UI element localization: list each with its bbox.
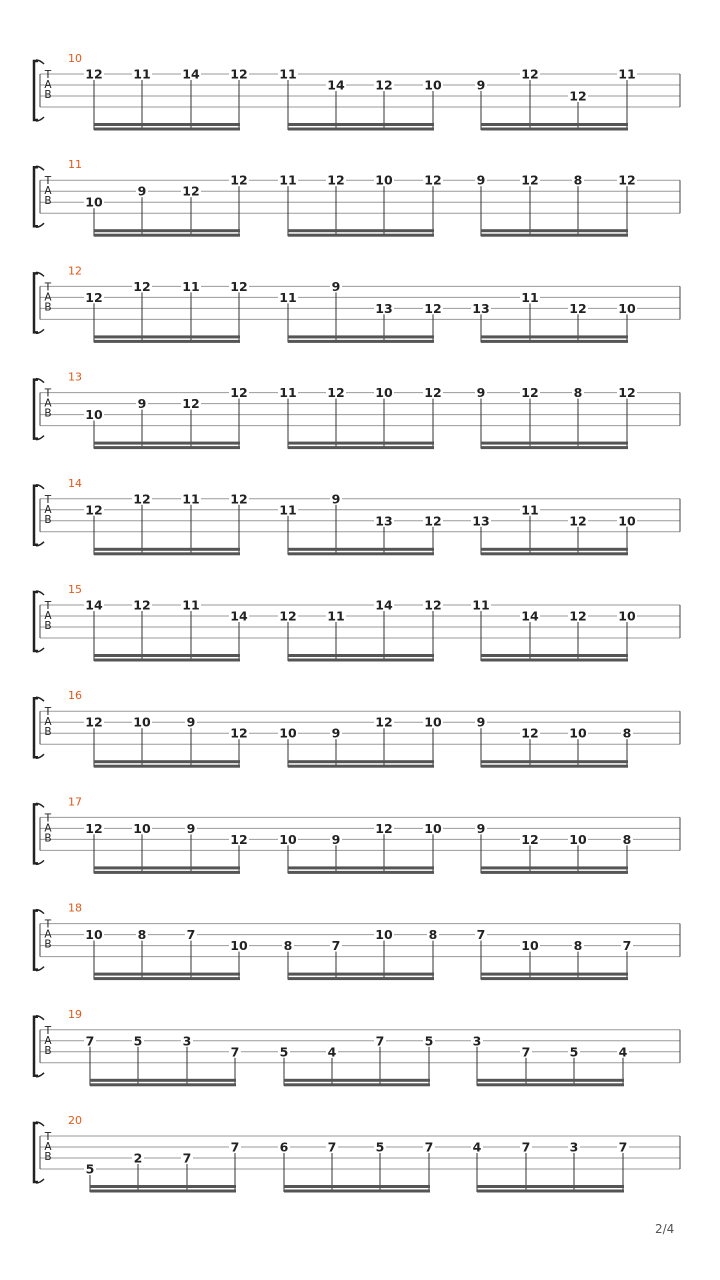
fret-number: 13: [472, 300, 490, 316]
fret-number: 12: [85, 66, 103, 82]
page-number: 2/4: [655, 1222, 675, 1236]
beam-secondary: [477, 1190, 624, 1193]
fret-number: 13: [472, 513, 490, 529]
fret-number: 8: [622, 725, 632, 741]
tab-clef-letter: A: [44, 716, 52, 729]
beam-primary: [477, 1079, 624, 1082]
fret-number: 5: [279, 1044, 289, 1060]
fret-number: 9: [476, 385, 486, 401]
tab-clef-letter: B: [44, 1044, 52, 1057]
tab-clef-letter: A: [44, 291, 52, 304]
beam-secondary: [288, 128, 434, 131]
beam-primary: [288, 866, 434, 869]
beam-secondary: [481, 340, 628, 343]
beam-primary: [94, 760, 240, 763]
fret-number: 14: [327, 77, 345, 93]
tab-clef-letter: T: [44, 175, 52, 188]
fret-number: 12: [279, 608, 297, 624]
beam-secondary: [481, 552, 628, 555]
fret-number: 5: [375, 1139, 385, 1155]
beam-primary: [94, 335, 240, 338]
tab-clef-letter: A: [44, 610, 52, 622]
fret-number: 12: [424, 172, 442, 188]
beam-primary: [94, 548, 240, 551]
beam-primary: [481, 442, 628, 445]
beam-secondary: [481, 977, 628, 980]
measure-number: 18: [68, 901, 82, 915]
fret-number: 11: [182, 491, 200, 507]
tab-clef-letter: B: [44, 513, 52, 526]
fret-number: 7: [618, 1139, 628, 1155]
fret-number: 6: [279, 1139, 289, 1155]
beam-secondary: [94, 977, 240, 980]
fret-number: 9: [186, 714, 196, 730]
system-bracket: [34, 1017, 38, 1076]
beam-primary: [94, 229, 240, 232]
fret-number: 9: [476, 714, 486, 730]
fret-number: 7: [230, 1044, 240, 1060]
fret-number: 2: [133, 1150, 143, 1166]
beam-primary: [288, 548, 434, 551]
fret-number: 11: [521, 289, 539, 305]
beam-primary: [481, 229, 628, 232]
beam-secondary: [284, 1083, 430, 1086]
beam-secondary: [288, 871, 434, 874]
fret-number: 8: [573, 938, 583, 954]
fret-number: 8: [428, 927, 438, 943]
beam-primary: [288, 442, 434, 445]
tab-clef-letter: T: [44, 281, 52, 294]
tab-clef-letter: A: [44, 185, 52, 198]
fret-number: 12: [569, 300, 587, 316]
system-bracket: [34, 380, 38, 439]
beam-primary: [90, 1185, 236, 1188]
measure-number: 17: [68, 795, 82, 809]
fret-number: 9: [331, 278, 341, 294]
tab-clef-letter: A: [44, 822, 52, 835]
beam-secondary: [481, 765, 628, 768]
fret-number: 3: [182, 1033, 192, 1049]
fret-number: 7: [622, 938, 632, 954]
fret-number: 10: [230, 938, 248, 954]
fret-number: 7: [424, 1139, 434, 1155]
fret-number: 11: [472, 597, 490, 613]
beam-primary: [288, 123, 434, 126]
tab-clef-letter: B: [44, 726, 52, 739]
beam-primary: [481, 866, 628, 869]
beam-primary: [481, 654, 628, 657]
measure-number: 10: [68, 52, 82, 65]
system-bracket: [34, 486, 38, 545]
fret-number: 8: [137, 927, 147, 943]
fret-number: 14: [85, 597, 103, 613]
fret-number: 3: [472, 1033, 482, 1049]
fret-number: 12: [424, 385, 442, 401]
beam-secondary: [288, 340, 434, 343]
measure-number: 14: [68, 476, 82, 490]
fret-number: 7: [375, 1033, 385, 1049]
fret-number: 12: [521, 66, 539, 82]
fret-number: 10: [133, 820, 151, 836]
tab-clef-letter: T: [44, 918, 52, 931]
fret-number: 10: [279, 725, 297, 741]
fret-number: 12: [618, 385, 636, 401]
fret-number: 12: [230, 66, 248, 82]
fret-number: 10: [85, 927, 103, 943]
fret-number: 12: [424, 513, 442, 529]
tab-clef-letter: T: [44, 387, 52, 400]
fret-number: 9: [137, 396, 147, 412]
fret-number: 8: [573, 385, 583, 401]
beam-primary: [288, 335, 434, 338]
fret-number: 12: [327, 385, 345, 401]
fret-number: 11: [618, 66, 636, 82]
fret-number: 12: [327, 172, 345, 188]
fret-number: 9: [476, 172, 486, 188]
fret-number: 12: [375, 820, 393, 836]
fret-number: 14: [521, 608, 539, 624]
fret-number: 12: [618, 172, 636, 188]
beam-primary: [284, 1185, 430, 1188]
fret-number: 12: [230, 725, 248, 741]
beam-secondary: [284, 1190, 430, 1193]
beam-primary: [94, 973, 240, 976]
system-bracket: [34, 61, 38, 120]
beam-secondary: [288, 446, 434, 449]
fret-number: 10: [424, 714, 442, 730]
beam-secondary: [94, 234, 240, 237]
fret-number: 9: [331, 491, 341, 507]
beam-secondary: [288, 977, 434, 980]
fret-number: 12: [375, 714, 393, 730]
beam-secondary: [94, 446, 240, 449]
fret-number: 11: [279, 66, 297, 82]
fret-number: 8: [573, 172, 583, 188]
tab-clef-letter: B: [44, 195, 52, 208]
beam-secondary: [94, 659, 240, 662]
beam-primary: [288, 229, 434, 232]
system-bracket: [34, 592, 38, 651]
fret-number: 11: [182, 597, 200, 613]
fret-number: 7: [230, 1139, 240, 1155]
fret-number: 10: [424, 77, 442, 93]
fret-number: 10: [375, 385, 393, 401]
fret-number: 11: [521, 502, 539, 518]
fret-number: 7: [476, 927, 486, 943]
fret-number: 12: [569, 513, 587, 529]
fret-number: 13: [375, 300, 393, 316]
tab-clef-letter: A: [44, 503, 52, 516]
fret-number: 10: [85, 194, 103, 210]
fret-number: 9: [137, 183, 147, 199]
tab-clef-letter: A: [44, 928, 52, 941]
fret-number: 12: [133, 491, 151, 507]
tab-clef-letter: B: [44, 407, 52, 420]
tab-clef-letter: A: [44, 1034, 52, 1047]
fret-number: 10: [521, 938, 539, 954]
measure-number: 12: [68, 264, 82, 278]
fret-number: 12: [230, 831, 248, 847]
fret-number: 12: [424, 300, 442, 316]
measure-number: 13: [68, 370, 82, 384]
fret-number: 9: [331, 831, 341, 847]
system-bracket: [34, 698, 38, 757]
fret-number: 10: [618, 300, 636, 316]
fret-number: 12: [230, 172, 248, 188]
fret-number: 12: [375, 77, 393, 93]
beam-secondary: [288, 234, 434, 237]
fret-number: 11: [182, 278, 200, 294]
fret-number: 12: [85, 289, 103, 305]
beam-secondary: [90, 1083, 236, 1086]
fret-number: 7: [521, 1139, 531, 1155]
fret-number: 9: [331, 725, 341, 741]
tab-clef-letter: B: [44, 1151, 52, 1163]
fret-number: 7: [186, 927, 196, 943]
fret-number: 11: [327, 608, 345, 624]
beam-secondary: [94, 340, 240, 343]
beam-secondary: [288, 765, 434, 768]
beam-primary: [94, 654, 240, 657]
fret-number: 11: [279, 289, 297, 305]
fret-number: 7: [85, 1033, 95, 1049]
tab-clef-letter: A: [44, 79, 52, 91]
fret-number: 12: [85, 502, 103, 518]
fret-number: 12: [521, 172, 539, 188]
measure-number: 20: [68, 1114, 82, 1127]
tab-clef-letter: A: [44, 397, 52, 410]
fret-number: 8: [283, 938, 293, 954]
tab-clef-letter: T: [44, 1024, 52, 1037]
beam-secondary: [481, 128, 628, 131]
fret-number: 9: [186, 820, 196, 836]
tab-clef-letter: B: [44, 938, 52, 951]
fret-number: 14: [375, 597, 393, 613]
beam-primary: [90, 1079, 236, 1082]
beam-primary: [481, 548, 628, 551]
beam-primary: [481, 760, 628, 763]
fret-number: 12: [182, 183, 200, 199]
fret-number: 12: [230, 278, 248, 294]
beam-secondary: [481, 234, 628, 237]
beam-primary: [94, 123, 240, 126]
fret-number: 7: [331, 938, 341, 954]
fret-number: 10: [375, 927, 393, 943]
fret-number: 10: [618, 608, 636, 624]
fret-number: 12: [230, 385, 248, 401]
beam-primary: [288, 654, 434, 657]
tab-clef-letter: T: [44, 1131, 52, 1143]
fret-number: 12: [85, 714, 103, 730]
tab-clef-letter: B: [44, 832, 52, 845]
fret-number: 12: [133, 597, 151, 613]
fret-number: 12: [569, 608, 587, 624]
beam-primary: [481, 335, 628, 338]
fret-number: 12: [424, 597, 442, 613]
fret-number: 14: [230, 608, 248, 624]
fret-number: 7: [182, 1150, 192, 1166]
beam-primary: [288, 973, 434, 976]
fret-number: 10: [569, 831, 587, 847]
beam-secondary: [94, 128, 240, 131]
beam-primary: [94, 866, 240, 869]
fret-number: 10: [375, 172, 393, 188]
beam-primary: [481, 123, 628, 126]
system-bracket: [34, 1123, 38, 1182]
beam-primary: [94, 442, 240, 445]
fret-number: 3: [569, 1139, 579, 1155]
fret-number: 4: [327, 1044, 337, 1060]
fret-number: 12: [521, 385, 539, 401]
fret-number: 7: [327, 1139, 337, 1155]
beam-secondary: [288, 552, 434, 555]
fret-number: 10: [133, 714, 151, 730]
measure-number: 15: [68, 583, 82, 596]
beam-secondary: [90, 1190, 236, 1193]
fret-number: 5: [424, 1033, 434, 1049]
fret-number: 10: [618, 513, 636, 529]
beam-secondary: [94, 552, 240, 555]
fret-number: 10: [85, 407, 103, 423]
beam-primary: [481, 973, 628, 976]
fret-number: 9: [476, 77, 486, 93]
beam-primary: [288, 760, 434, 763]
fret-number: 12: [230, 491, 248, 507]
beam-secondary: [94, 871, 240, 874]
fret-number: 10: [569, 725, 587, 741]
fret-number: 13: [375, 513, 393, 529]
fret-number: 11: [279, 502, 297, 518]
beam-primary: [284, 1079, 430, 1082]
tab-clef-letter: T: [44, 706, 52, 719]
fret-number: 11: [133, 66, 151, 82]
fret-number: 12: [521, 725, 539, 741]
fret-number: 14: [182, 66, 200, 82]
tab-clef-letter: A: [44, 1141, 52, 1153]
fret-number: 12: [569, 88, 587, 104]
measure-number: 19: [68, 1007, 82, 1021]
tab-clef-letter: T: [44, 600, 52, 612]
beam-secondary: [481, 871, 628, 874]
tab-clef-letter: B: [44, 301, 52, 314]
tab-clef-letter: T: [44, 812, 52, 825]
fret-number: 5: [133, 1033, 143, 1049]
fret-number: 4: [618, 1044, 628, 1060]
tab-clef-letter: T: [44, 69, 52, 81]
tab-clef-letter: B: [44, 89, 52, 101]
fret-number: 8: [622, 831, 632, 847]
fret-number: 11: [279, 385, 297, 401]
fret-number: 9: [476, 820, 486, 836]
beam-secondary: [481, 659, 628, 662]
fret-number: 5: [85, 1161, 95, 1177]
system-bracket: [34, 911, 38, 970]
fret-number: 12: [182, 396, 200, 412]
beam-primary: [477, 1185, 624, 1188]
beam-secondary: [288, 659, 434, 662]
tab-clef-letter: B: [44, 620, 52, 632]
fret-number: 11: [279, 172, 297, 188]
beam-secondary: [481, 446, 628, 449]
fret-number: 10: [424, 820, 442, 836]
fret-number: 10: [279, 831, 297, 847]
system-bracket: [34, 804, 38, 863]
beam-secondary: [94, 765, 240, 768]
fret-number: 5: [569, 1044, 579, 1060]
fret-number: 12: [85, 820, 103, 836]
fret-number: 12: [521, 831, 539, 847]
fret-number: 7: [521, 1044, 531, 1060]
measure-number: 16: [68, 689, 82, 703]
tab-clef-letter: T: [44, 493, 52, 506]
system-bracket: [34, 273, 38, 332]
fret-number: 12: [133, 278, 151, 294]
system-bracket: [34, 167, 38, 226]
fret-number: 4: [472, 1139, 482, 1155]
beam-secondary: [477, 1083, 624, 1086]
measure-number: 11: [68, 158, 82, 172]
